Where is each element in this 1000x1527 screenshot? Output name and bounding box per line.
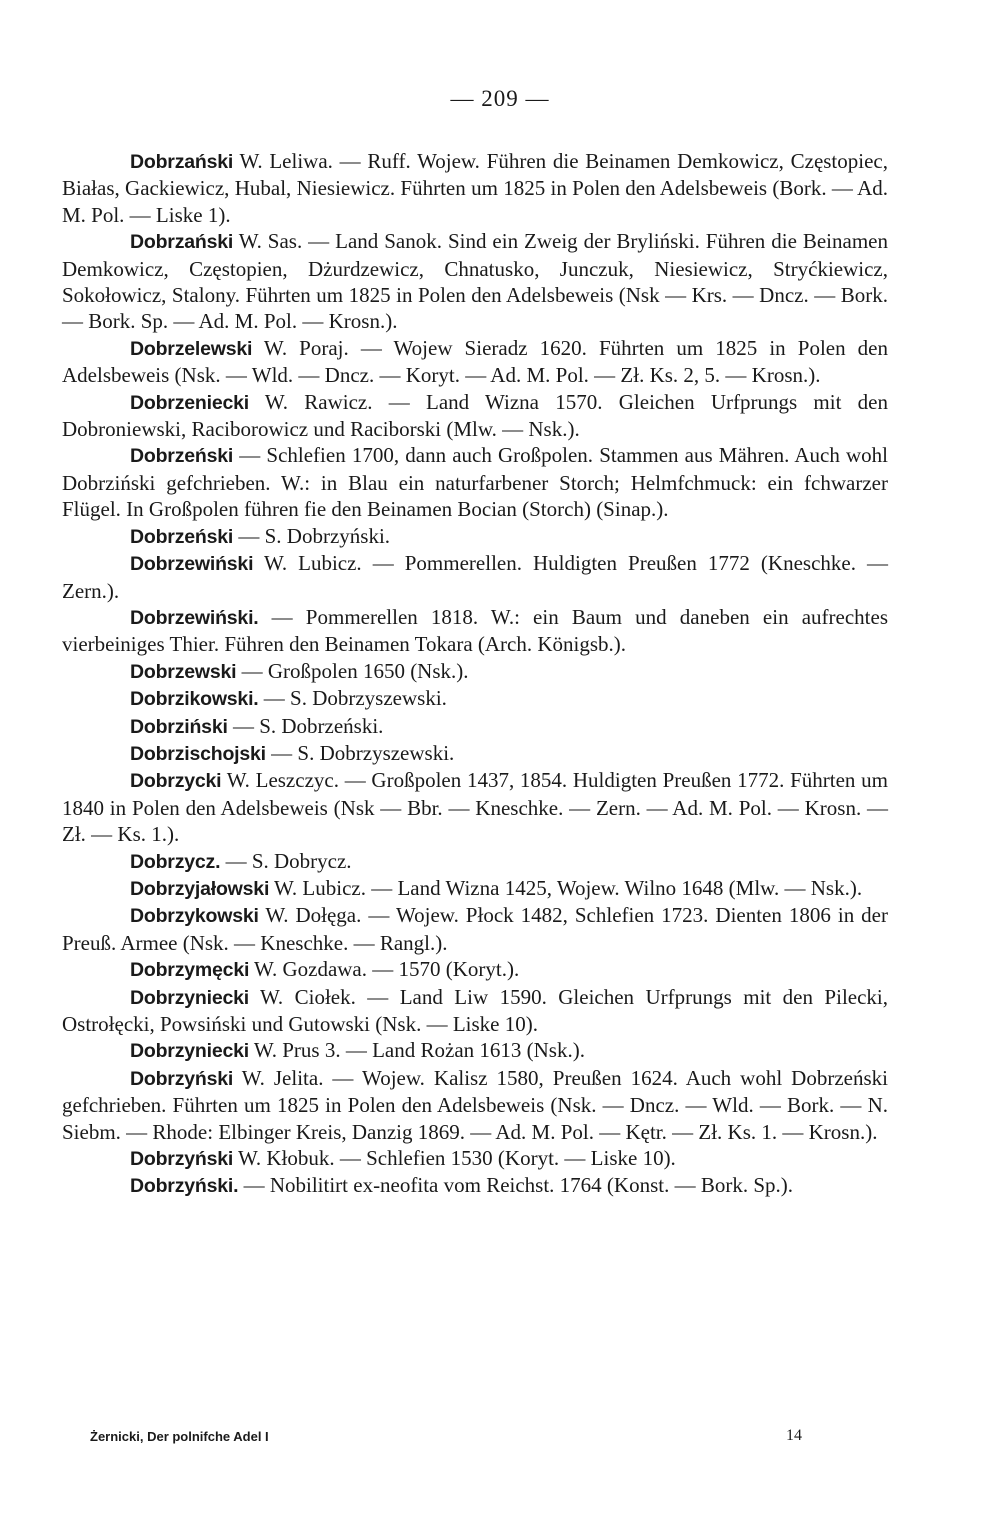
sheet-number: 14 (786, 1427, 802, 1444)
entry-surname: Dobrzyniecki (130, 986, 249, 1009)
entry-text: W. Leszczyc. — Großpolen 1437, 1854. Huldigten Preußen 1772. Führten um 1840 in Polen den Adelsbeweis (Nsk — Bbr. — Kneschke. — Zern. — Ad. M. Pol. — Krosn. — Zł. — Ks. 1.). (62, 768, 888, 847)
page-footer (90, 1429, 820, 1445)
entry-surname: Dobrziński (130, 715, 228, 738)
entry (62, 228, 888, 335)
entry-surname: Dobrzański (130, 151, 234, 173)
entry-text: W. Ciołek. — Land Liw 1590. Gleichen Urfprungs mit den Pilecki, Ostrołęcki, Powsiński und Gutowski (Nsk. — Liske 10). (62, 984, 888, 1036)
entry-list (62, 148, 888, 1200)
entry-text: — Schlefien 1700, dann auch Großpolen. Stammen aus Mähren. Auch wohl Dobrziński gefchrieben. W.: in Blau ein naturfarbener Storch; Helmfchmuck: ein fchwarzer Flügel. In Großpolen führen fie den Beinamen Bocian (Storch) (Sinap.). (62, 443, 888, 522)
page-number: — 209 — (450, 86, 550, 111)
entry-text: W. Lubicz. — Land Wizna 1425, Wojew. Wilno 1648 (Mlw. — Nsk.). (269, 875, 863, 900)
entry (62, 1065, 888, 1145)
entry-text: W. Sas. — Land Sanok. Sind ein Zweig der Bryliński. Führen die Beinamen Demkowicz, Częstopien, Dżurdzewicz, Chnatusko, Junczuk, Niesiewicz, Stryćkiewicz, Sokołowicz, Stalony. Führten um 1825 in Polen den Adelsbeweis (Nsk — Krs. — Dncz. — Bork. — Bork. Sp. — Ad. M. Pol. — Krosn.). (62, 229, 888, 334)
entry (62, 523, 888, 550)
entry-text: — S. Dobrzyński. (233, 523, 391, 548)
entry-surname: Dobrzyniecki (130, 1040, 249, 1063)
entry (62, 902, 888, 956)
entry-surname: Dobrzikowski. (130, 688, 259, 711)
entry (62, 767, 888, 847)
entry-text: W. Prus 3. — Land Rożan 1613 (Nsk.). (248, 1038, 585, 1063)
entry-surname: Dobrzański (130, 231, 234, 254)
entry-surname: Dobrzewiński. (130, 606, 259, 629)
entry (62, 658, 888, 685)
entry-text: — Pommerellen 1818. W.: ein Baum und daneben ein aufrechtes vierbeiniges Thier. Führen den Beinamen Tokara (Arch. Königsb.). (62, 604, 888, 657)
entry (62, 1172, 888, 1199)
entry-surname: Dobrzyjałowski (130, 877, 270, 900)
entry-text: — S. Dobrzyszewski. (258, 686, 447, 711)
entry-text: — S. Dobrzyszewski. (265, 740, 455, 765)
entry (62, 984, 888, 1038)
entry-text: W. Lubicz. — Pommerellen. Huldigten Preußen 1772 (Kneschke. — Zern.). (62, 551, 888, 603)
printer-signature: Żernicki, Der polnifche Adel I (90, 1429, 269, 1444)
entry-text: — S. Dobrycz. (220, 848, 352, 873)
entry (62, 875, 888, 902)
entry-text: W. Kłobuk. — Schlefien 1530 (Koryt. — Liske 10). (233, 1146, 676, 1171)
entry-surname: Dobrzycz. (130, 850, 221, 873)
entry-surname: Dobrzischojski (130, 742, 266, 765)
entry (62, 550, 888, 604)
entry (62, 685, 888, 712)
entry-surname: Dobrzyński (130, 1067, 234, 1090)
entry-surname: Dobrzewiński (130, 553, 254, 576)
entry (62, 335, 888, 389)
entry-text: W. Dołęga. — Wojew. Płock 1482, Schlefien 1723. Dienten 1806 in der Preuß. Armee (Nsk. — Kneschke. — Rangl.). (62, 903, 888, 955)
entry (62, 148, 888, 228)
entry-surname: Dobrzewski (130, 660, 237, 683)
entry-surname: Dobrzykowski (130, 905, 259, 928)
entry-text: — Großpolen 1650 (Nsk.). (236, 658, 469, 683)
entry (62, 1145, 888, 1172)
entry (62, 713, 888, 740)
entry (62, 1037, 888, 1064)
entry-text: — Nobilitirt ex-neofita vom Reichst. 1764 (Konst. — Bork. Sp.). (238, 1173, 794, 1198)
entry-surname: Dobrzyński. (130, 1175, 239, 1198)
entry (62, 389, 888, 443)
entry-surname: Dobrzeński (130, 445, 234, 468)
entry (62, 956, 888, 983)
entry (62, 604, 888, 658)
entry-surname: Dobrzeński (130, 525, 234, 548)
entry-surname: Dobrzeniecki (130, 391, 249, 414)
entry-surname: Dobrzelewski (130, 337, 253, 360)
entry-surname: Dobrzymęcki (130, 959, 250, 982)
entry (62, 848, 888, 875)
entry-text: W. Leliwa. — Ruff. Wojew. Führen die Beinamen Demkowicz, Częstopiec, Białas, Gackiewicz, Hubal, Niesiewicz. Führten um 1825 in Polen den Adelsbeweis (Bork. — Ad. M. Pol. — Liske 1). (62, 149, 888, 227)
entry-text: W. Gozdawa. — 1570 (Koryt.). (249, 957, 520, 982)
entry-text: W. Rawicz. — Land Wizna 1570. Gleichen Urfprungs mit den Dobroniewski, Raciborowicz und Raciborski (Mlw. — Nsk.). (62, 389, 888, 442)
entry-surname: Dobrzyński (130, 1148, 234, 1171)
entry (62, 740, 888, 767)
entry-text: W. Poraj. — Wojew Sieradz 1620. Führten um 1825 in Polen den Adelsbeweis (Nsk. — Wld. — Dncz. — Koryt. — Ad. M. Pol. — Zł. Ks. 2, 5. — Krosn.). (62, 335, 888, 388)
entry-text: W. Jelita. — Wojew. Kalisz 1580, Preußen 1624. Auch wohl Dobrzeński gefchrieben. Führten um 1825 in Polen den Adelsbeweis (Nsk. — Dncz. — Wld. — Bork. — N. Siebm. — Rhode: Elbinger Kreis, Danzig 1869. — Ad. M. Pol. — Kętr. — Zł. Ks. 1. — Krosn.). (62, 1065, 888, 1144)
entry (62, 442, 888, 522)
entry-text: — S. Dobrzeński. (227, 713, 384, 738)
entry-surname: Dobrzycki (130, 770, 222, 793)
